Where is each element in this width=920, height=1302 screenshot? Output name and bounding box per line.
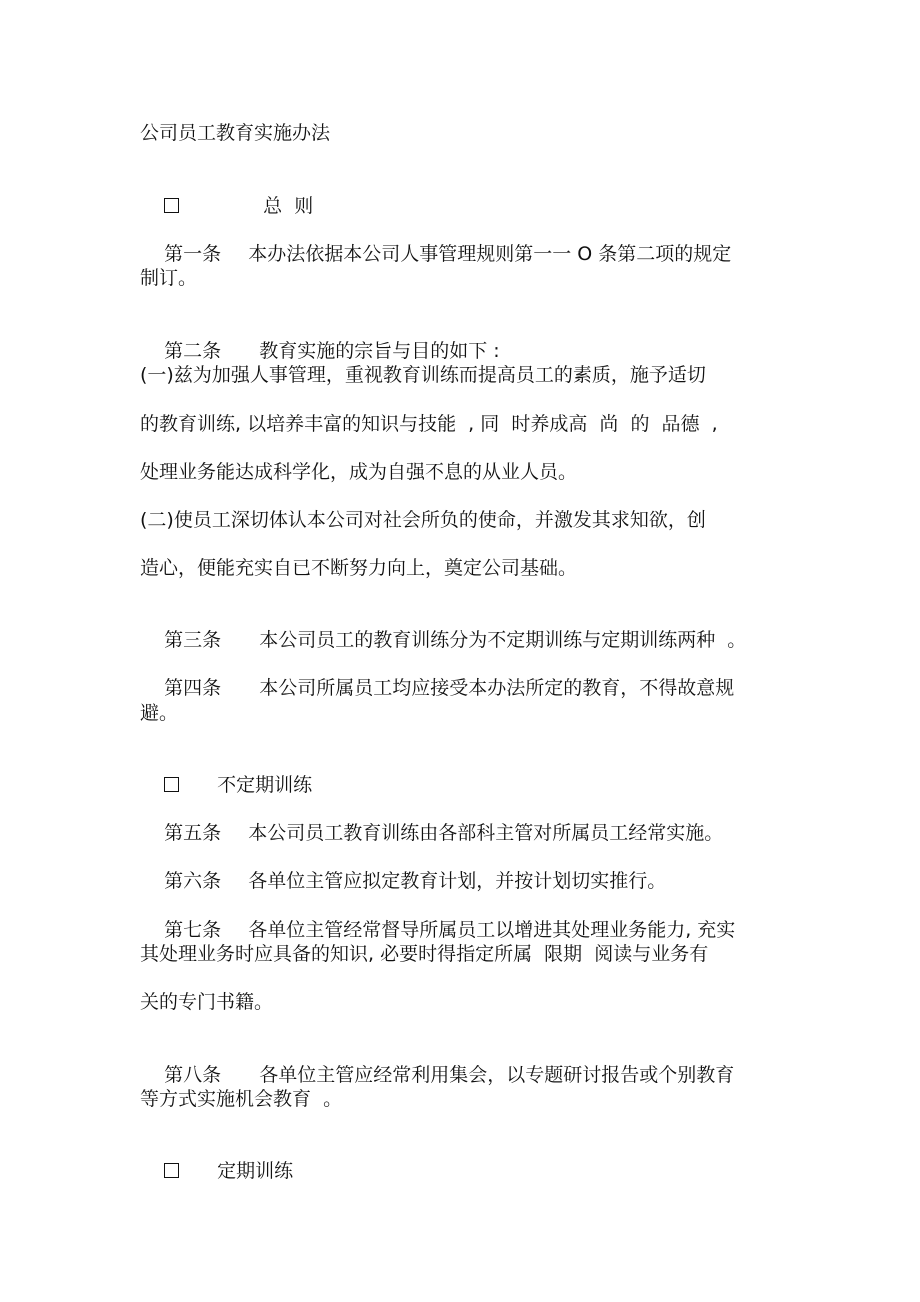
item-2-line-2: 造心，便能充实自已不断努力向上，奠定公司基础。 xyxy=(140,557,578,579)
article-4-line-2: 避。 xyxy=(140,702,179,724)
article-8-label: 第八条 xyxy=(164,1064,222,1086)
section-heading-general-text: 总 则 xyxy=(263,195,314,217)
article-3-text: 本公司员工的教育训练分为不定期训练与定期训练两种 。 xyxy=(259,629,747,651)
article-4-label: 第四条 xyxy=(164,677,222,699)
article-4-text: 本公司所属员工均应接受本办法所定的教育，不得故意规 xyxy=(259,677,735,699)
checkbox-square-icon xyxy=(164,777,179,792)
article-7-text: 各单位主管经常督导所属员工以增进其处理业务能力, 充实 xyxy=(248,919,736,941)
article-2-text: 教育实施的宗旨与目的如下 : xyxy=(259,340,500,362)
article-1-line-1 xyxy=(140,218,731,290)
checkbox-square-icon xyxy=(164,1163,179,1178)
document-title: 公司员工教育实施办法 xyxy=(140,122,331,144)
article-6-text: 各单位主管应拟定教育计划，并按计划切实推行。 xyxy=(248,870,667,892)
article-5-label: 第五条 xyxy=(164,822,222,844)
section-heading-regular-text: 定期训练 xyxy=(217,1160,294,1182)
article-1-text: 本办法依据本公司人事管理规则第一一 O 条第二项的规定 xyxy=(248,243,732,265)
article-4-line-1 xyxy=(140,652,734,724)
item-1-line-1: (一)兹为加强人事管理，重视教育训练而提高员工的素质，施予适切 xyxy=(140,364,706,386)
item-1-line-3: 处理业务能达成科学化，成为自强不息的从业人员。 xyxy=(140,461,578,483)
article-2-label: 第二条 xyxy=(164,340,222,362)
article-8-line-2: 等方式实施机会教育 。 xyxy=(140,1088,343,1110)
article-8-text: 各单位主管应经常利用集会，以专题研讨报告或个别教育 xyxy=(259,1064,735,1086)
article-1-label: 第一条 xyxy=(164,243,222,265)
item-1-line-2: 的教育训练, 以培养丰富的知识与技能 , 同 时养成高 尚 的 品德 , xyxy=(140,413,718,435)
article-5-text: 本公司员工教育训练由各部科主管对所属员工经常实施。 xyxy=(248,822,724,844)
item-2-line-1: (二)使员工深切体认本公司对社会所负的使命，并激发其求知欲，创 xyxy=(140,509,706,531)
article-7-line-2: 其处理业务时应具备的知识, 必要时得指定所属 限期 阅读与业务有 xyxy=(140,943,709,965)
article-7-label: 第七条 xyxy=(164,919,222,941)
section-heading-irregular-text: 不定期训练 xyxy=(217,774,313,796)
article-6-label: 第六条 xyxy=(164,870,222,892)
article-1-line-2: 制订。 xyxy=(140,267,198,289)
article-7-line-3: 关的专门书籍。 xyxy=(140,991,274,1013)
checkbox-square-icon xyxy=(164,198,179,213)
article-3-label: 第三条 xyxy=(164,629,222,651)
section-heading-regular xyxy=(140,1135,293,1207)
